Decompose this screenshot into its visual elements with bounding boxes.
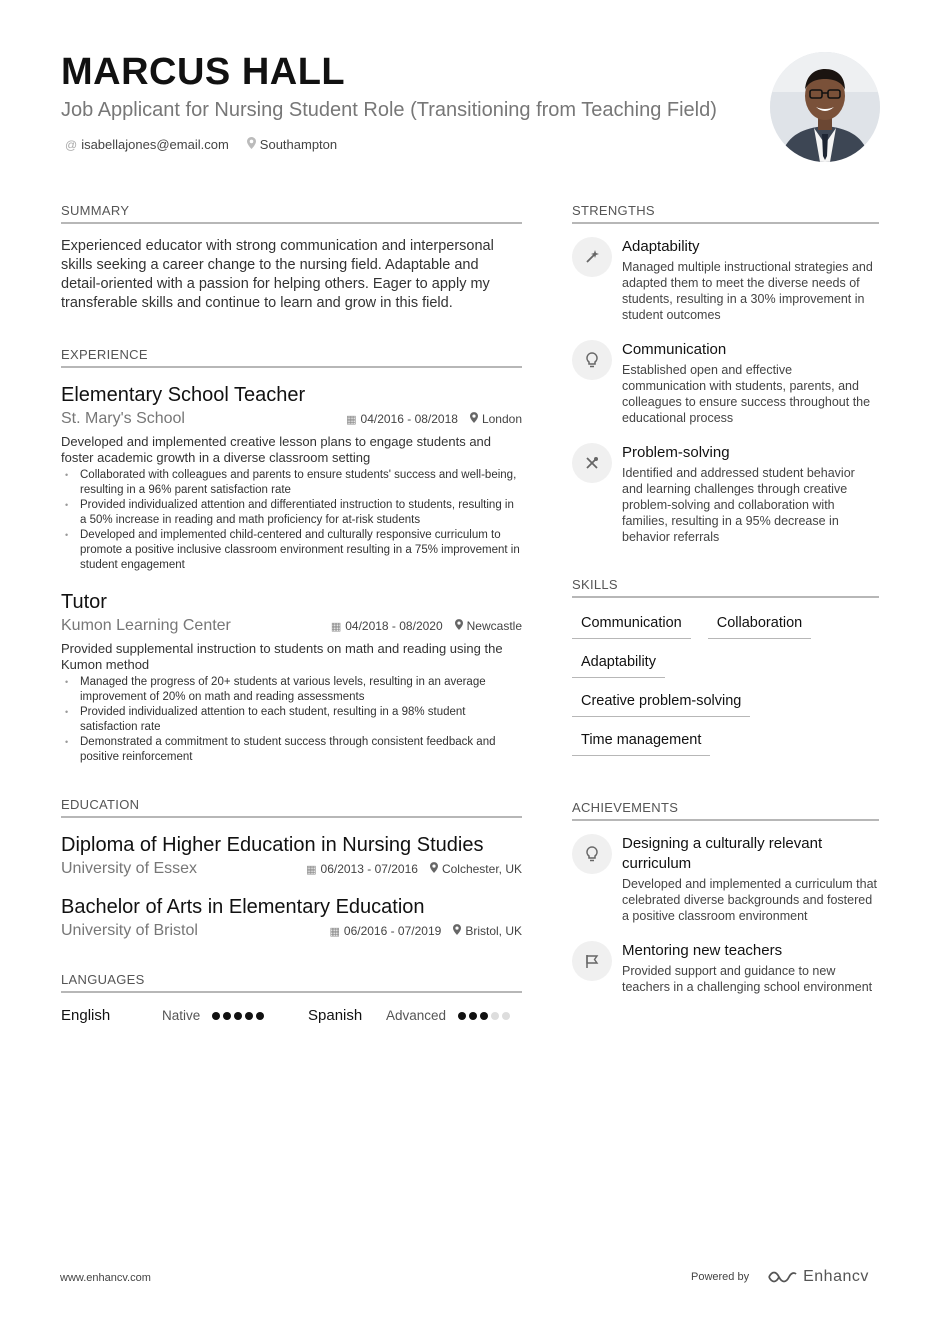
footer-website[interactable]: www.enhancv.com: [60, 1272, 151, 1284]
languages-heading: LANGUAGES: [61, 972, 522, 993]
company-name: St. Mary's School: [61, 410, 185, 427]
language-rating: [458, 1012, 510, 1020]
job-dates: [346, 412, 458, 426]
job-location-text: Newcastle: [466, 619, 522, 633]
magic-wand-icon: [572, 237, 612, 277]
strengths-heading: STRENGTHS: [572, 203, 879, 224]
job-bullet: • Managed the progress of 20+ students at various levels, resulting in an average improvement of 20% on math and reading assessments: [61, 675, 522, 705]
job-location-text: London: [481, 412, 522, 426]
rating-dot: [223, 1012, 231, 1020]
rating-dot: [245, 1012, 253, 1020]
education-dates-text: 06/2013 - 07/2016: [320, 862, 418, 876]
location-text: Southampton: [259, 137, 338, 152]
strength-item: [572, 237, 879, 323]
summary-section: [61, 203, 522, 313]
rating-dot: [502, 1012, 510, 1020]
strength-description: Identified and addressed student behavior and learning challenges through creative problem-solving and collaboration with families, resulting in a 95% decrease in behavior referrals: [622, 466, 855, 544]
skill-tag: Creative problem-solving: [572, 686, 750, 717]
job-dates: [331, 619, 443, 633]
job-bullet: • Demonstrated a commitment to student success through consistent feedback and positive reinforcement: [61, 735, 522, 765]
degree-title: Bachelor of Arts in Elementary Education: [61, 896, 425, 918]
education-location: [430, 862, 522, 876]
strength-item: [572, 340, 879, 426]
left-column: [61, 203, 522, 1024]
resume-header: [61, 50, 741, 152]
candidate-role: Job Applicant for Nursing Student Role (Transitioning from Teaching Field): [61, 99, 717, 121]
achievement-description: Developed and implemented a curriculum that celebrated diverse backgrounds and fostered a positive classroom environment: [622, 877, 877, 923]
summary-heading: SUMMARY: [61, 203, 522, 224]
language-level: Advanced: [386, 1008, 447, 1023]
skill-tag: Time management: [572, 725, 710, 756]
degree-title: Diploma of Higher Education in Nursing Studies: [61, 834, 484, 856]
email-contact[interactable]: [65, 137, 229, 152]
education-meta-row: [61, 922, 522, 940]
job-dates-text: 04/2016 - 08/2018: [360, 412, 458, 426]
education-location: [453, 924, 522, 938]
achievement-item: [572, 941, 879, 995]
location-pin-icon: [430, 864, 438, 876]
email-text: isabellajones@email.com: [81, 137, 229, 152]
job-bullet: • Provided individualized attention to each student, resulting in a 98% student satisfaction rate: [61, 705, 522, 735]
strength-title: Communication: [622, 341, 727, 358]
skills-list: [572, 608, 879, 756]
languages-section: [61, 972, 522, 1024]
experience-section: [61, 347, 522, 765]
job-dates-text: 04/2018 - 08/2020: [345, 619, 443, 633]
achievements-section: [572, 800, 879, 995]
achievement-item: [572, 834, 879, 924]
strengths-section: [572, 203, 879, 545]
rating-dot: [469, 1012, 477, 1020]
strength-item: [572, 443, 879, 545]
rating-dot: [212, 1012, 220, 1020]
education-meta: [306, 862, 522, 876]
job-description: Provided supplemental instruction to students on math and reading using the Kumon method: [61, 641, 503, 672]
rating-dot: [458, 1012, 466, 1020]
languages-row: [61, 1007, 522, 1024]
achievement-description: Provided support and guidance to new teachers in a challenging school environment: [622, 964, 873, 994]
language-item: [61, 1007, 273, 1024]
job-title: Elementary School Teacher: [61, 384, 306, 406]
achievements-heading: ACHIEVEMENTS: [572, 800, 879, 821]
experience-heading: EXPERIENCE: [61, 347, 522, 368]
location-pin-icon: [453, 926, 461, 938]
calendar-icon: ▦: [306, 864, 317, 876]
job-bullet: • Developed and implemented child-centered and culturally responsive curriculum to promote a positive inclusive classroom environment resulting in a 75% improvement in student engagement: [61, 528, 522, 573]
job-title: Tutor: [61, 591, 107, 613]
enhancv-logo-icon: [767, 1270, 797, 1284]
rating-dot: [256, 1012, 264, 1020]
language-item: [308, 1007, 510, 1024]
powered-by-label: Powered by: [691, 1271, 750, 1283]
education-dates: [329, 924, 441, 938]
rating-dot: [491, 1012, 499, 1020]
summary-text: Experienced educator with strong communication and interpersonal skills seeking a career change to the nursing field. Adaptable and detail-oriented with a passion for helping others. Eager to apply my transferable skills and continue to learn and grow in this field.: [61, 238, 494, 311]
contact-row: [61, 137, 741, 152]
school-name: University of Bristol: [61, 922, 198, 939]
job-meta: [346, 412, 522, 426]
strength-title: Adaptability: [622, 238, 700, 255]
achievement-title: Mentoring new teachers: [622, 942, 783, 959]
company-name: Kumon Learning Center: [61, 617, 231, 634]
education-dates: [306, 862, 418, 876]
tools-icon: [572, 443, 612, 483]
language-rating: [212, 1012, 264, 1020]
profile-photo: [770, 52, 880, 162]
job-meta-row: [61, 410, 522, 428]
flag-icon: [572, 941, 612, 981]
enhancv-logo[interactable]: [767, 1268, 869, 1286]
strength-description: Established open and effective communication with students, parents, and colleagues to ensure success throughout the educational process: [622, 363, 871, 425]
education-location-text: Bristol, UK: [465, 924, 522, 938]
education-item: [61, 832, 522, 878]
calendar-icon: ▦: [346, 414, 357, 426]
candidate-name: MARCUS HALL: [61, 51, 346, 93]
experience-item: [61, 589, 522, 765]
job-location: [455, 619, 522, 633]
location-pin-icon: [455, 621, 463, 633]
calendar-icon: ▦: [330, 621, 342, 633]
job-bullet: • Provided individualized attention and differentiated instruction to students, resulting in a 50% increase in reading and math proficiency for at-risk students: [61, 498, 522, 528]
job-bullets: [61, 468, 522, 573]
skills-section: [572, 577, 879, 756]
education-section: [61, 797, 522, 940]
skill-tag: Collaboration: [708, 608, 811, 639]
language-name: Spanish: [308, 1007, 363, 1024]
location-pin-icon: [470, 414, 478, 426]
language-name: English: [61, 1007, 111, 1024]
lightbulb-icon: [572, 834, 612, 874]
brand-name: Enhancv: [803, 1268, 869, 1285]
rating-dot: [480, 1012, 488, 1020]
strength-description: Managed multiple instructional strategies and adapted them to meet the diverse needs of students, resulting in a 30% improvement in student outcomes: [622, 260, 873, 322]
school-name: University of Essex: [61, 860, 198, 877]
job-bullets: [61, 675, 522, 765]
education-location-text: Colchester, UK: [441, 862, 522, 876]
language-level: Native: [162, 1008, 201, 1023]
right-column: [572, 203, 879, 995]
skill-tag: Adaptability: [572, 647, 665, 678]
experience-item: [61, 382, 522, 573]
education-item: [61, 894, 522, 940]
location-pin-icon: [247, 137, 256, 152]
location-contact: [247, 137, 337, 152]
skill-tag: Communication: [572, 608, 691, 639]
achievement-title: Designing a culturally relevant curriculum: [622, 835, 823, 872]
rating-dot: [234, 1012, 242, 1020]
job-location: [470, 412, 522, 426]
calendar-icon: ▦: [329, 926, 340, 938]
job-bullet: • Collaborated with colleagues and parents to ensure students' success and well-being, resulting in a 96% parent satisfaction rate: [61, 468, 522, 498]
education-heading: EDUCATION: [61, 797, 522, 818]
education-meta-row: [61, 860, 522, 878]
education-dates-text: 06/2016 - 07/2019: [343, 924, 442, 938]
education-meta: [329, 924, 522, 938]
job-description: Developed and implemented creative lesson plans to engage students and foster academic growth in a diverse classroom setting: [61, 434, 492, 465]
skills-heading: SKILLS: [572, 577, 879, 598]
job-meta: [331, 619, 522, 633]
strength-title: Problem-solving: [622, 444, 730, 461]
job-meta-row: [61, 617, 522, 635]
lightbulb-icon: [572, 340, 612, 380]
footer-brand: [691, 1268, 869, 1286]
at-icon: @: [65, 137, 78, 152]
